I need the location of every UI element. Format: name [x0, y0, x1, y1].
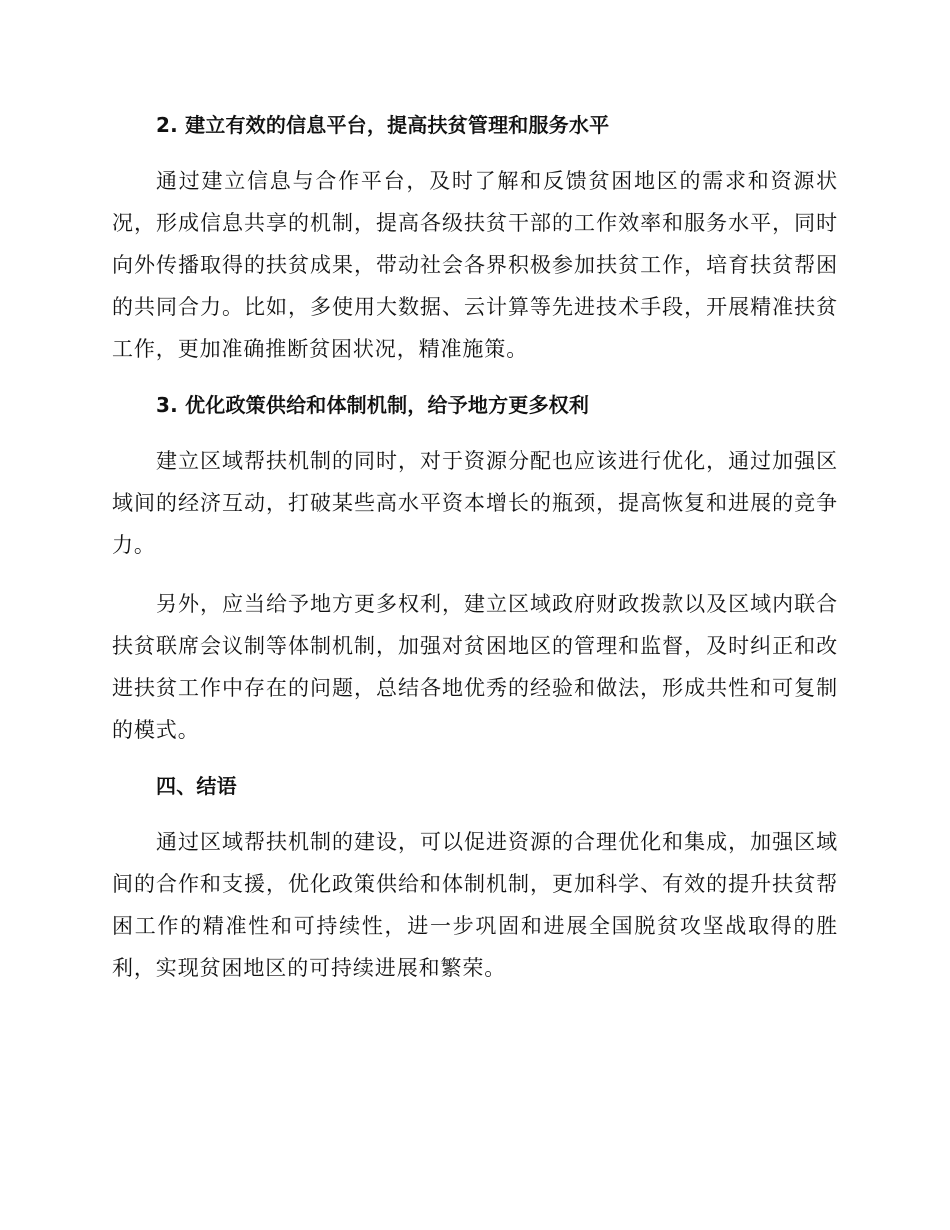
- section-heading-conclusion: 四、结语: [156, 774, 237, 798]
- section-heading-information-platform: 2. 建立有效的信息平台，提高扶贫管理和服务水平: [156, 113, 610, 137]
- section-heading-policy-optimization: 3. 优化政策供给和体制机制，给予地方更多权利: [156, 393, 590, 417]
- paragraph-conclusion: 通过区域帮扶机制的建设，可以促进资源的合理优化和集成，加强区域间的合作和支援，优化政策供给和体制机制，更加科学、有效的提升扶贫帮困工作的精准性和可持续性，进一步巩固和进展全国脱贫攻坚战取得的胜利，实现贫困地区的可持续进展和繁荣。: [112, 830, 838, 980]
- paragraph-resource-allocation: 建立区域帮扶机制的同时，对于资源分配也应该进行优化，通过加强区域间的经济互动，打破某些高水平资本增长的瓶颈，提高恢复和进展的竞争力。: [112, 449, 838, 557]
- paragraph-information-platform: 通过建立信息与合作平台，及时了解和反馈贫困地区的需求和资源状况，形成信息共享的机制，提高各级扶贫干部的工作效率和服务水平，同时向外传播取得的扶贫成果，带动社会各界积极参加扶贫工作，培育扶贫帮困的共同合力。比如，多使用大数据、云计算等先进技术手段，开展精准扶贫工作，更加准确推断贫困状况，精准施策。: [112, 169, 838, 361]
- paragraph-local-authority: 另外，应当给予地方更多权利，建立区域政府财政拨款以及区域内联合扶贫联席会议制等体制机制，加强对贫困地区的管理和监督，及时纠正和改进扶贫工作中存在的问题，总结各地优秀的经验和做法，形成共性和可复制的模式。: [112, 592, 838, 742]
